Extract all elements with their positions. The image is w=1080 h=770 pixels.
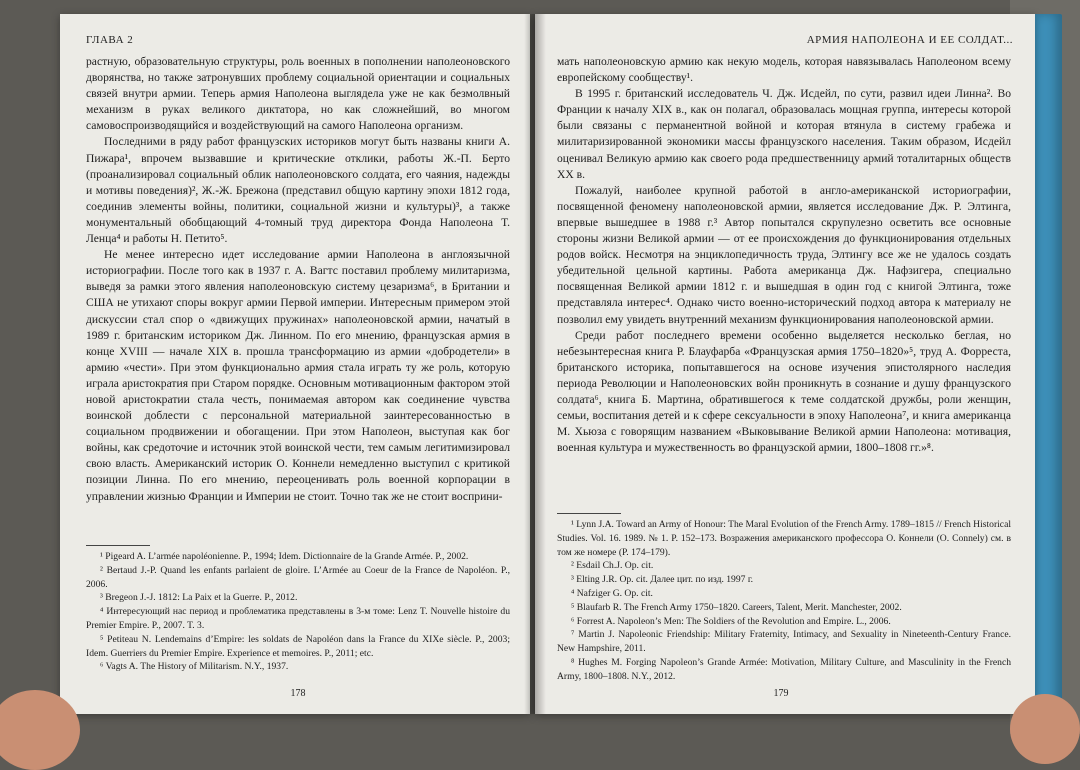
footnote: ⁵ Blaufarb R. The French Army 1750–1820. Careers, Talent, Merit. Manchester, 2002. [571, 601, 902, 613]
left-page [60, 14, 530, 714]
paragraph: В 1995 г. британский исследователь Ч. Дж. Исдейл, по сути, развил идеи Линна². Во Франции к началу XIX в., как он полагал, образовалась мощная группа, интересы которой были связаны с перманентной войной и которая втянула в систему грабежа и милитаризированной экономики массы французского населения. Таким образом, Исдейл оценивал Великую армию как своего рода предшественницу армий тоталитарных обществ XX в. [557, 87, 1011, 181]
book-gutter-shadow [524, 14, 546, 714]
footnote-separator [557, 513, 621, 514]
footnote: ³ Elting J.R. Op. cit. Далее цит. по изд. 1997 г. [571, 574, 754, 586]
footnote: ² Bertaud J.-P. Quand les enfants parlaient de gloire. L’Armée au Coeur de la France de Napoléon. P., 2006. [86, 564, 510, 590]
running-header-right: АРМИЯ НАПОЛЕОНА И ЕЕ СОЛДАТ... [806, 34, 1013, 46]
right-page [535, 14, 1035, 714]
paragraph: Последними в ряду работ французских историков могут быть названы книги А. Пижара¹, впрочем вызвавшие и критические отклики, работы Ж.-П. Берто (проанализировал социальный облик наполеоновского солдата, его чаяния, надежды и мотивы поведения)², Ж.-Ж. Брежона (представил общую картину эпохи 1812 года, соединив элементы войны, политики, социальной жизни и культуры)³, а также монументальный обобщающий 4-томный труд директора Фонда Наполеона Т. Ленца⁴ и работы Н. Петито⁵. [86, 135, 510, 246]
footnote: ⁴ Интересующий нас период и проблематика представлены в 3-м томе: Lenz T. Nouvelle histoire du Premier Empire. P., 2007. T. 3. [86, 606, 510, 631]
footnote: ³ Bregeon J.-J. 1812: La Paix et la Guerre. P., 2012. [100, 592, 298, 604]
footnote: ⁶ Forrest A. Napoleon’s Men: The Soldiers of the Revolution and Empire. L., 2006. [571, 615, 891, 627]
paragraph: Пожалуй, наиболее крупной работой в англо-американской историографии, посвященной феномену наполеоновской армии, является исследование Дж. Р. Элтинга, впервые вышедшее в 1988 г.³ Автор попытался скрупулезно осветить все основные стороны жизни Великой армии — от ее происхождения до функционирования отдельных родов войск. Несмотря на энциклопедичность труда, Элтингу все же не удалось создать убедительной цельной картины. Работа американца Дж. Нафзигера, специально посвященная Великой армии 1812 г. и вышедшая в один год с книгой Элтинга, тоже представляла интерес⁴. Однако чисто военно-исторический подход автора к материалу не позволил ему увидеть внутренний механизм функционирования наполеоновской армии. [557, 183, 1011, 326]
footnote: ⁶ Vagts A. The History of Militarism. N.Y., 1937. [100, 661, 289, 673]
page-number-right: 179 [773, 688, 789, 699]
footnote: ⁷ Martin J. Napoleonic Friendship: Military Fraternity, Intimacy, and Sexuality in Nineteenth-Century France. New Hampshire, 2011. [557, 629, 1011, 655]
footnote: ⁵ Petiteau N. Lendemains d’Empire: les soldats de Napoléon dans la France du XIXe siècle. P., 2003; Idem. Guerriers du Premier Empire. Experience et memoires. P., 2011; etc. [86, 633, 510, 659]
footnote-separator [86, 545, 150, 546]
paragraph: Не менее интересно идет исследование армии Наполеона в англоязычной историографии. После того как в 1937 г. А. Вагтс поставил проблему милитаризма, выведя за рамки этого явления наполеоновскую систему цезаризма⁶, в Британии и США не утихают споры вокруг армии Первой империи. Интересным примером этой дискуссии стал спор о «движущих пружинах» наполеоновской армии, начатый в 1989 г. британским историком Дж. Линном. По его мнению, французская армия в конце XVIII — начале XIX в. прошла трансформацию из армии «добродетели» в армию «чести». При этом функционально армия стала играть ту же роль, которую играла аристократия при Старом порядке. Основным мотивационным фактором этой новой аристократии стала честь, понимаемая автором как соединение чувства воинской доблести с персональной материальной заинтересованностью в социальном продвижении и обогащении. При этом Наполеон, выступая как бог войны, как средоточие и источник этой воинской чести, тем самым легитимизировал свою власть. Американский историк О. Коннели немедленно выступил с критикой позиции Линна. По его мнению, переоценивать роль военной корпорации в управлении жизнью Франции и Империи не стоит. Точно так же не стоит восприни- [86, 248, 510, 503]
paragraph: растную, образовательную структуры, роль военных в пополнении наполеоновского дворянства, но также затронувших проблему социальной ориентации и социальных связей внутри армии. Теперь армия Наполеона выглядела уже не как безмолвный механизм в руках великого диктатора, но как сложнейший, во многом самовоспроизводящийся и воздействующий на самого Наполеона организм. [86, 55, 510, 133]
footnote: ⁴ Nafziger G. Op. cit. [571, 587, 653, 599]
footnote: ¹ Lynn J.A. Toward an Army of Honour: The Maral Evolution of the French Army. 1789–1815 // French Historical Studies. Vol. 16. 1989. № 1. P. 152–173. Возражения американского профессора О. Коннели (O. Connely) см. в том же номере (P. 174–179). [557, 519, 1011, 558]
footnote: ² Esdail Ch.J. Op. cit. [571, 560, 654, 572]
right-footnotes [557, 518, 1011, 684]
paragraph: Среди работ последнего времени особенно выделяется несколько беглая, но небезынтересная книга Р. Блауфарба «Французская армия 1750–1820»⁵, труд А. Форреста, британского историка, попытавшегося на основе изучения эпистолярного наследия периода Революции и Наполеоновских войн проникнуть в сознание и душу французского солдата⁶, книга Б. Мартина, обратившегося к теме солдатской дружбы, роли женщин, семьи, воспитания детей и к сфере сексуальности в эпоху Наполеона⁷, и книга американца М. Хьюза с говорящим названием «Выковывание Великой армии Наполеона: мотивация, военная культура и мужественность во французской армии, 1800–1808 гг.»⁸. [557, 328, 1011, 455]
left-thumb [0, 690, 80, 770]
running-header-left: ГЛАВА 2 [86, 34, 134, 46]
footnote: ¹ Pigeard A. L’armée napoléonienne. P., 1994; Idem. Dictionnaire de la Grande Armée. P., 2002. [100, 551, 469, 562]
footnote: ⁸ Hughes M. Forging Napoleon’s Grande Armée: Motivation, Military Culture, and Masculinity in the French Army, 1800–1808. N.Y., 2012. [557, 656, 1011, 682]
right-page-body [557, 54, 1011, 456]
page-number-left: 178 [290, 688, 306, 699]
right-thumb [1010, 694, 1080, 764]
left-footnotes [86, 550, 510, 674]
paragraph: мать наполеоновскую армию как некую модель, которая навязывалась Наполеоном всему европейскому сообществу¹. [557, 55, 1011, 85]
left-page-body [86, 54, 510, 505]
